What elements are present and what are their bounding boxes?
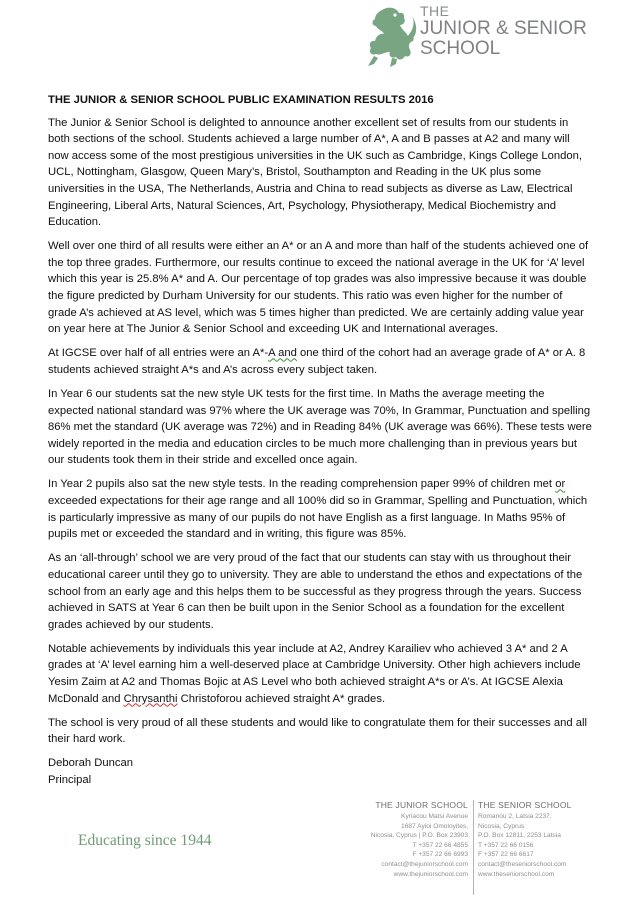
year2-text-start: In Year 2 pupils also sat the new style tests. In the reading comprehension paper 99% of children met — [48, 478, 556, 491]
senior-address-line: Romanou 2, Latsia 2237, — [478, 813, 552, 820]
lion-rampant-icon — [362, 4, 418, 68]
paragraph-a-level-results: Well over one third of all results were either an A* or an A and more than half of the students achieved one of the top three grades. Furthermore, our results continue to exceed the national average in the UK for ‘A’ level which this year is 25.8% A* and A. Our percentage of top grades was also impressive because it was double the figure predicted by Durham University for our students. This ratio was even higher for the number of grade A’s achieved at AS level, which was 5 times higher than predicted. We are certainly adding value year on year here at The Junior & Senior School and exceeding UK and International averages. — [48, 240, 589, 336]
junior-address-line: 1687 Ayioi Omoloyites, — [401, 822, 468, 830]
senior-school-heading: THE SENIOR SCHOOL — [478, 800, 572, 810]
grammar-flag-a-and: A and — [268, 347, 297, 360]
footer-tagline: Educating since 1944 — [78, 832, 212, 849]
junior-school-heading: THE JUNIOR SCHOOL — [375, 800, 468, 810]
spelling-flag-chrysanthi: Chrysanthi — [123, 692, 178, 705]
junior-address-line: Kyriacou Matsi Avenue — [401, 813, 468, 820]
senior-fax: F +357 22 66 6617 — [478, 851, 534, 859]
footer-divider — [473, 800, 474, 895]
junior-school-contact — [356, 800, 468, 879]
senior-website: www.theseniorschool.com — [478, 870, 555, 878]
achievements-text-start: Notable achievements by individuals this year include at A2, Andrey Karailiev who achieved 3 A* and 2 A grades at ‘A’ level earning him a well-deserved place at Cambridge University. Other high achievers include Yesim Zaim at A2 and Thomas Bojic at AS Level who both achieved straight A*s or A’s. At IGCSE Alexia McDonald and — [48, 642, 581, 705]
achievements-text-end: Christoforou achieved straight A* grades. — [177, 692, 386, 705]
year2-text-end: exceeded expectations for their age range and all 100% did so in Grammar, Spelling and Punctuation, which is particularly impressive as many of our pupils do not have English as a first language. In Maths 95% of pupils met or exceeded the standard and in writing, this figure was 85%. — [48, 495, 588, 541]
paragraph-year6: In Year 6 our students sat the new style UK tests for the first time. In Maths the average meeting the expected national standard was 97% where the UK average was 70%, In Grammar, Punctuation and spelling 86% met the standard (UK average was 72%) and in Reading 84% (UK average was 66%). These tests were widely reported in the media and education circles to be much more challenging than in previous years but our students took them in their stride and excelled once again. — [48, 388, 592, 467]
document-title: THE JUNIOR & SENIOR SCHOOL PUBLIC EXAMINATION RESULTS 2016 — [48, 94, 434, 106]
signature-block — [48, 755, 593, 788]
igcse-text-start: At IGCSE over half of all entries were an A*- — [48, 347, 269, 360]
grammar-flag-or: or — [555, 478, 566, 491]
paragraph-year2 — [48, 476, 593, 542]
junior-website: www.thejuniorschool.com — [393, 870, 468, 878]
senior-email: contact@theseniorschool.com — [478, 860, 567, 868]
paragraph-notable-achievements — [48, 641, 593, 707]
paragraph-all-through: As an ‘all-through’ school we are very proud of the fact that our students can stay with us throughout their educational career until they go to university. They are able to understand the ethos and expectations of the school from an early age and this helps them to be successful as they progress through the years. Success achieved in SATS at Year 6 can then be built upon in the Senior School as a foundation for the excellent grades achieved by our students. — [48, 552, 583, 631]
signature-role: Principal — [48, 773, 92, 786]
senior-address-line: P.O. Box 12811, 2253 Latsia — [478, 832, 561, 840]
school-logo — [362, 4, 624, 74]
logo-line-junior-senior: JUNIOR & SENIOR — [420, 18, 587, 39]
junior-email: contact@thejuniorschool.com — [381, 860, 468, 868]
igcse-text-end: one third of the cohort had an average grade of A* or A. 8 students achieved straight A*s and A’s across every subject taken. — [48, 347, 586, 376]
logo-line-the: THE — [420, 3, 450, 19]
junior-address-line: Nicosia, Cyprus | P.O. Box 23903 — [370, 832, 468, 840]
junior-phone: T +357 22 66 4855 — [412, 841, 468, 849]
logo-line-school: SCHOOL — [420, 38, 501, 59]
senior-phone: T +357 22 66 0156 — [478, 841, 534, 849]
letter-body — [48, 92, 593, 789]
paragraph-universities: The Junior & Senior School is delighted to announce another excellent set of results from our students in both sections of the school. Students achieved a large number of A*, A and B passes at A2 and many will now access some of the most prestigious universities in the UK such as Cambridge, Kings College London, UCL, Nottingham, Glasgow, Queen Mary’s, Bristol, Southampton and Reading in the UK plus some universities in the USA, The Netherlands, Austria and China to read subjects as diverse as Law, Electrical Engineering, Liberal Arts, Natural Sciences, Art, Psychology, Physiotherapy, Medical Biochemistry and Education. — [48, 116, 583, 229]
paragraph-igcse — [48, 345, 593, 378]
paragraph-congratulations: The school is very proud of all these students and would like to congratulate them for their successes and all their hard work. — [48, 716, 588, 746]
junior-fax: F +357 22 66 6993 — [412, 851, 468, 859]
senior-school-contact — [478, 800, 590, 879]
footer-contacts — [356, 800, 611, 895]
senior-address-line: Nicosia, Cyprus — [478, 822, 525, 830]
signature-name: Deborah Duncan — [48, 757, 134, 770]
